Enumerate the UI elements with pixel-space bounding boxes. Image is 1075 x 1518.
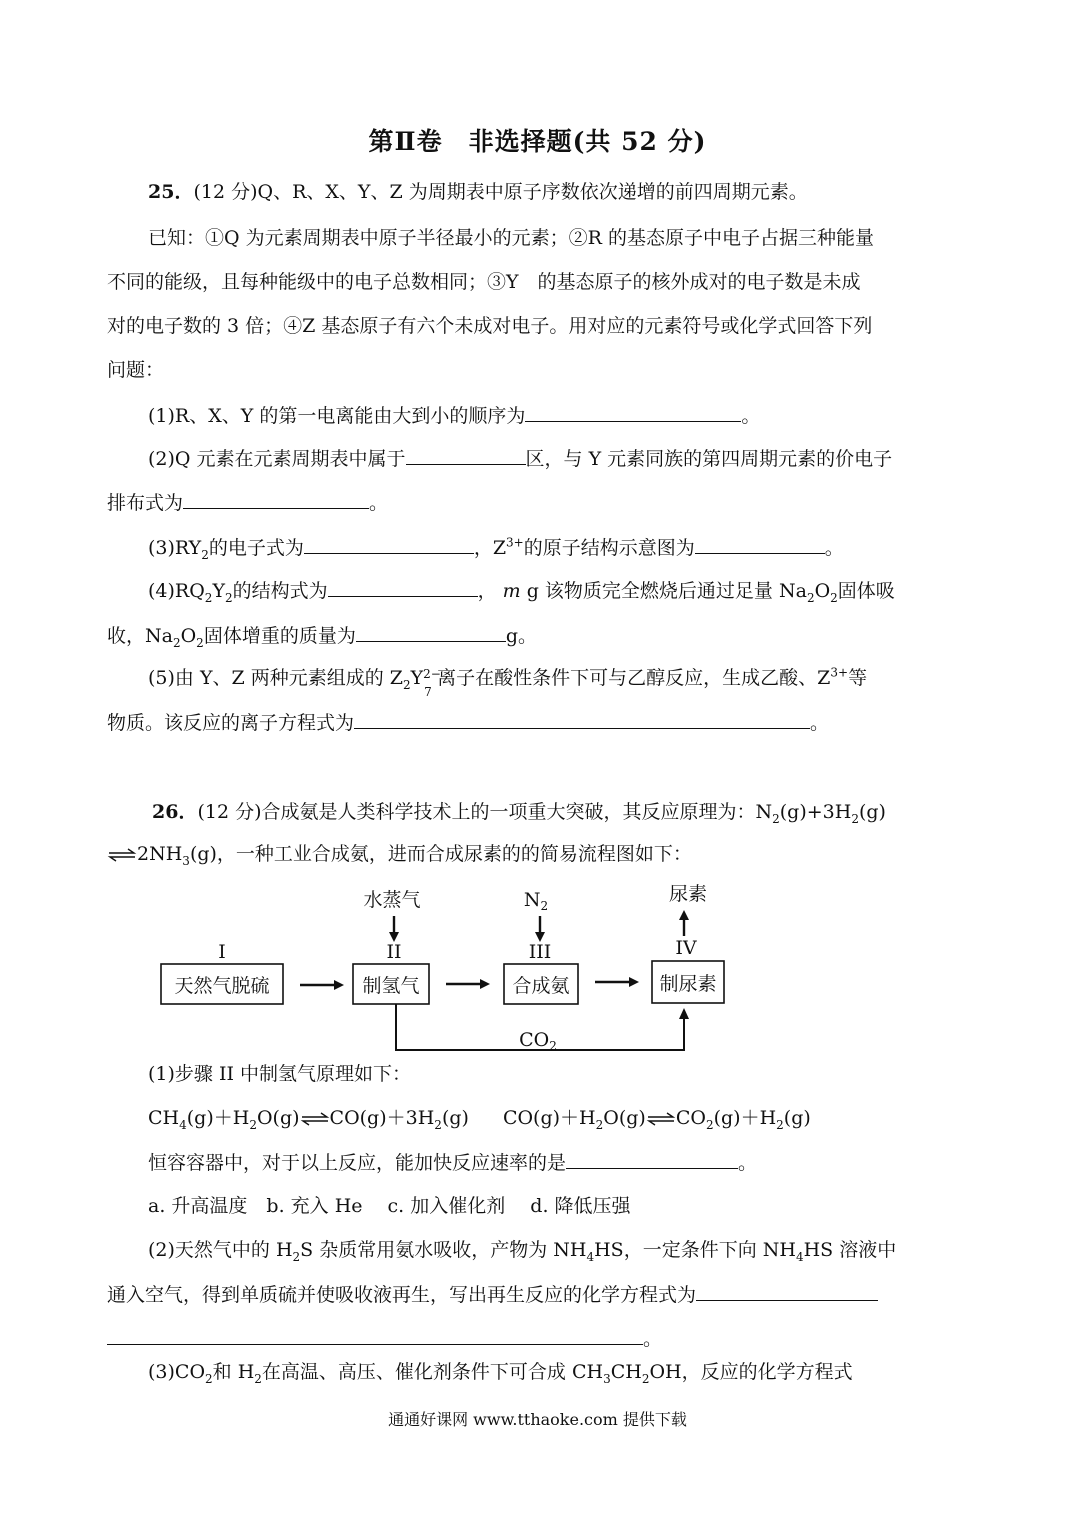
- q25-known-2: 不同的能级，且每种能级中的电子总数相同；③Y 的基态原子的核外成对的电子数是未成: [107, 271, 861, 293]
- q25-part2-cont: 排布式为 。: [107, 492, 389, 514]
- q26-part2: (2)天然气中的 $H_2S$ 杂质常用氨水吸收，产物为 $NH_4HS$，一定条件下向 $NH_4HS$ 溶液中: [148, 1239, 897, 1264]
- q26-equations: $CH_4(g)+H_2O(g)$ $CO(g)+3H_2(g)$ $CO(g)+H_2O(g)$ $CO_2(g)+H_2(g)$: [148, 1107, 811, 1132]
- q26-part1-title: (1)步骤 II 中制氢气原理如下：: [148, 1063, 412, 1085]
- q26-intro: 26．(12 分)合成氨是人类科学技术上的一项重大突破，其反应原理为：$N_2(g)+3H_2(g)$: [152, 801, 886, 826]
- answer-blank[interactable]: [354, 710, 810, 729]
- answer-blank[interactable]: [356, 623, 506, 642]
- arrow-up-icon: [679, 1008, 689, 1019]
- q25-known-1: 已知：①Q 为元素周期表中原子半径最小的元素；②R 的基态原子中电子占据三种能量: [148, 227, 874, 249]
- step3-input: $N_2$: [523, 889, 549, 913]
- answer-blank[interactable]: [566, 1150, 738, 1169]
- equilibrium-arrow-icon: [107, 846, 137, 860]
- q25-part1: (1)R、X、Y 的第一电离能由大到小的顺序为 。: [148, 405, 761, 427]
- bypass-label: $CO_2$: [519, 1029, 557, 1053]
- q25-known-3: 对的电子数的 3 倍；④Z 基态原子有六个未成对电子。用对应的元素符号或化学式回答下列: [107, 315, 873, 337]
- q25-part4: $(4)RQ_2Y_2$的结构式为 ， m g 该物质完全燃烧后通过足量 $Na_2O_2$固体吸: [148, 580, 895, 605]
- answer-blank[interactable]: [304, 535, 474, 554]
- arrow-right-icon: [334, 980, 344, 990]
- arrow-right-icon: [629, 977, 639, 987]
- step3-text: 合成氨: [512, 975, 570, 997]
- answer-blank[interactable]: [406, 446, 526, 465]
- q26-part2-answer: 。: [107, 1326, 662, 1351]
- q25-part3: $(3)RY_2$的电子式为 ，$Z^{3+}$的原子结构示意图为 。: [148, 535, 844, 562]
- q26-intro-cont: $2NH_3(g)$，一种工业合成氨，进而合成尿素的的简易流程图如下：: [107, 842, 692, 866]
- q26-part1-question: 恒容容器中，对于以上反应，能加快反应速率的是 。: [148, 1152, 758, 1174]
- q25-number: 25．: [148, 181, 194, 203]
- q26-part3: $(3)CO_2$和 $H_2$在高温、高压、催化剂条件下可合成 $CH_3CH_2OH$，反应的化学方程式: [148, 1361, 853, 1386]
- step4-text: 制尿素: [659, 973, 717, 995]
- step2-label: II: [386, 941, 402, 963]
- step2-text: 制氢气: [362, 975, 420, 997]
- q25-part5-cont: 物质。该反应的离子方程式为 。: [107, 712, 830, 734]
- q26-part2-cont: 通入空气，得到单质硫并使吸收液再生，写出再生反应的化学方程式为: [107, 1282, 878, 1307]
- step1-text: 天然气脱硫: [174, 975, 270, 997]
- answer-blank[interactable]: [328, 578, 478, 597]
- step1-label: I: [218, 941, 226, 963]
- q25-part2: (2)Q 元素在元素周期表中属于 区，与 Y 元素同族的第四周期元素的价电子: [148, 448, 893, 470]
- step2-input: 水蒸气: [363, 889, 421, 911]
- answer-blank[interactable]: [107, 1326, 643, 1345]
- answer-blank[interactable]: [183, 490, 369, 509]
- page-footer: 通通好课网 www.tthaoke.com 提供下载: [388, 1410, 687, 1429]
- q25-part5: (5)由 Y、Z 两种元素组成的 $Z_2Y$ 2− 7 离子在酸性条件下可与乙醇反应，生成乙酸、$Z^{3+}$等: [148, 665, 868, 699]
- step4-label: IV: [675, 937, 697, 959]
- q25-part4-cont: 收，$Na_2O_2$固体增重的质量为 g。: [107, 625, 537, 650]
- step4-output: 尿素: [668, 883, 708, 905]
- answer-blank[interactable]: [525, 403, 741, 422]
- equilibrium-arrow-icon: [300, 1110, 330, 1124]
- arrow-right-icon: [480, 979, 490, 989]
- section-title: 第Ⅱ卷 非选择题(共 52 分): [368, 127, 707, 156]
- equilibrium-arrow-icon: [646, 1110, 676, 1124]
- q25-known-4: 问题：: [107, 359, 165, 381]
- answer-blank[interactable]: [696, 1282, 878, 1301]
- q26-number: 26．: [152, 801, 198, 823]
- q26-part1-options: a. 升高温度 b. 充入 He c. 加入催化剂 d. 降低压强: [148, 1195, 631, 1217]
- arrow-up-icon: [679, 910, 689, 920]
- process-flow-diagram: [140, 878, 760, 1058]
- q25-intro: 25．(12 分)Q、R、X、Y、Z 为周期表中原子序数依次递增的前四周期元素。: [148, 181, 808, 203]
- answer-blank[interactable]: [695, 535, 825, 554]
- step3-label: III: [528, 941, 552, 963]
